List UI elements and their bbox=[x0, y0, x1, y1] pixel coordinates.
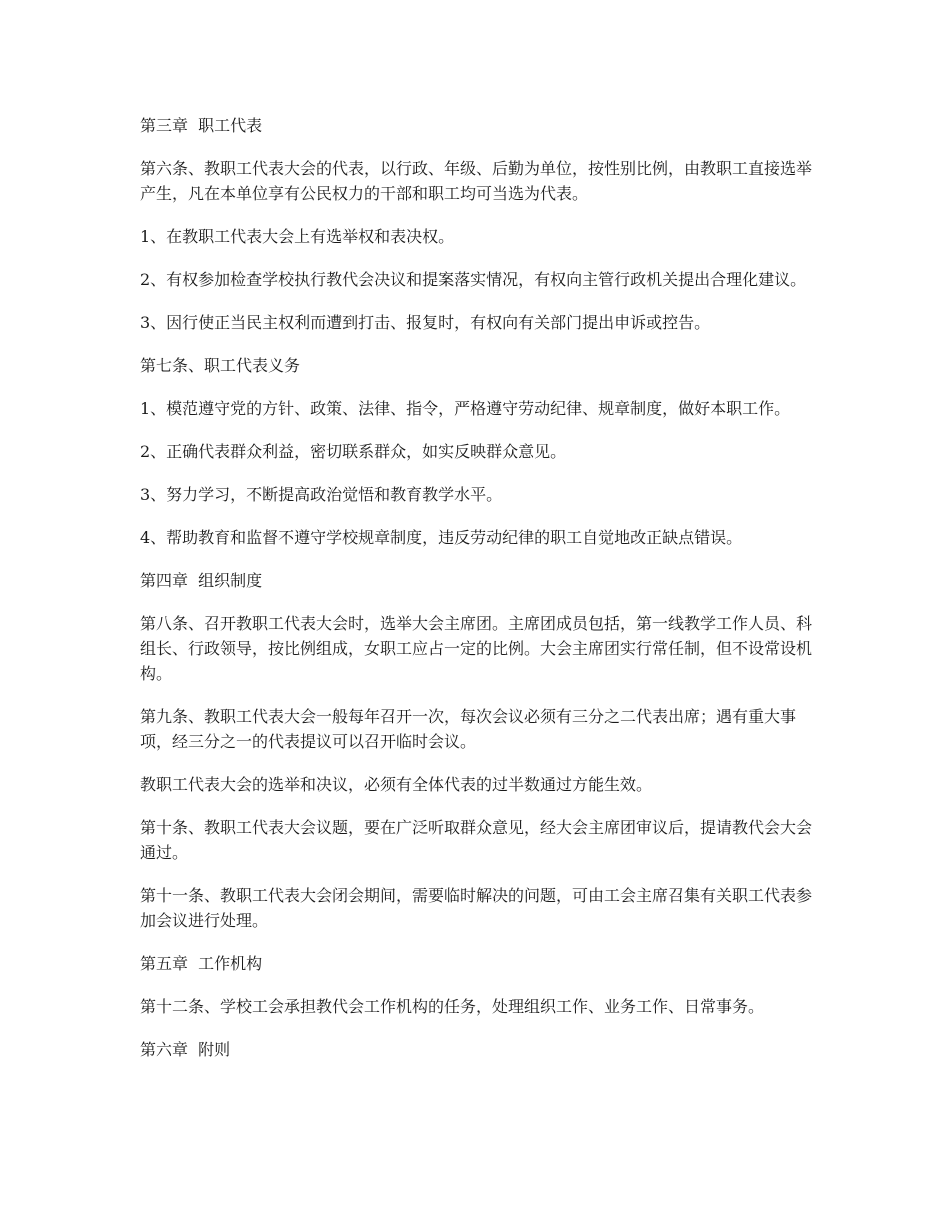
chapter-heading-3: 第三章 职工代表 bbox=[140, 116, 263, 135]
list-item: 1、在教职工代表大会上有选举权和表决权。 bbox=[140, 227, 455, 246]
chapter-heading-4: 第四章 组织制度 bbox=[140, 571, 263, 590]
article-9: 第九条、教职工代表大会一般每年召开一次，每次会议必须有三分之二代表出席；遇有重大事项，经三分之一的代表提议可以召开临时会议。 bbox=[140, 707, 797, 751]
document-body bbox=[140, 113, 812, 1080]
article-9-note: 教职工代表大会的选举和决议，必须有全体代表的过半数通过方能生效。 bbox=[140, 775, 653, 794]
list-item: 1、模范遵守党的方针、政策、法律、指令，严格遵守劳动纪律、规章制度，做好本职工作。 bbox=[140, 399, 791, 418]
article-11: 第十一条、教职工代表大会闭会期间，需要临时解决的问题，可由工会主席召集有关职工代表参加会议进行处理。 bbox=[140, 886, 813, 930]
article-8: 第八条、召开教职工代表大会时，选举大会主席团。主席团成员包括，第一线教学工作人员、科组长、行政领导，按比例组成，女职工应占一定的比例。大会主席团实行常任制，但不设常设机构。 bbox=[140, 614, 813, 683]
list-item: 2、有权参加检查学校执行教代会决议和提案落实情况，有权向主管行政机关提出合理化建议。 bbox=[140, 270, 807, 289]
chapter-heading-5: 第五章 工作机构 bbox=[140, 954, 263, 973]
list-item: 4、帮助教育和监督不遵守学校规章制度，违反劳动纪律的职工自觉地改正缺点错误。 bbox=[140, 528, 743, 547]
list-item: 3、努力学习，不断提高政治觉悟和教育教学水平。 bbox=[140, 485, 503, 504]
list-item: 3、因行使正当民主权利而遭到打击、报复时，有权向有关部门提出申诉或控告。 bbox=[140, 313, 711, 332]
article-6: 第六条、教职工代表大会的代表，以行政、年级、后勤为单位，按性别比例，由教职工直接选举产生，凡在本单位享有公民权力的干部和职工均可当选为代表。 bbox=[140, 159, 813, 203]
article-10: 第十条、教职工代表大会议题，要在广泛听取群众意见，经大会主席团审议后，提请教代会大会通过。 bbox=[140, 818, 813, 862]
chapter-heading-6: 第六章 附则 bbox=[140, 1040, 231, 1059]
article-12: 第十二条、学校工会承担教代会工作机构的任务，处理组织工作、业务工作、日常事务。 bbox=[140, 997, 765, 1016]
list-item: 2、正确代表群众利益，密切联系群众，如实反映群众意见。 bbox=[140, 442, 567, 461]
article-7: 第七条、职工代表义务 bbox=[140, 356, 301, 375]
